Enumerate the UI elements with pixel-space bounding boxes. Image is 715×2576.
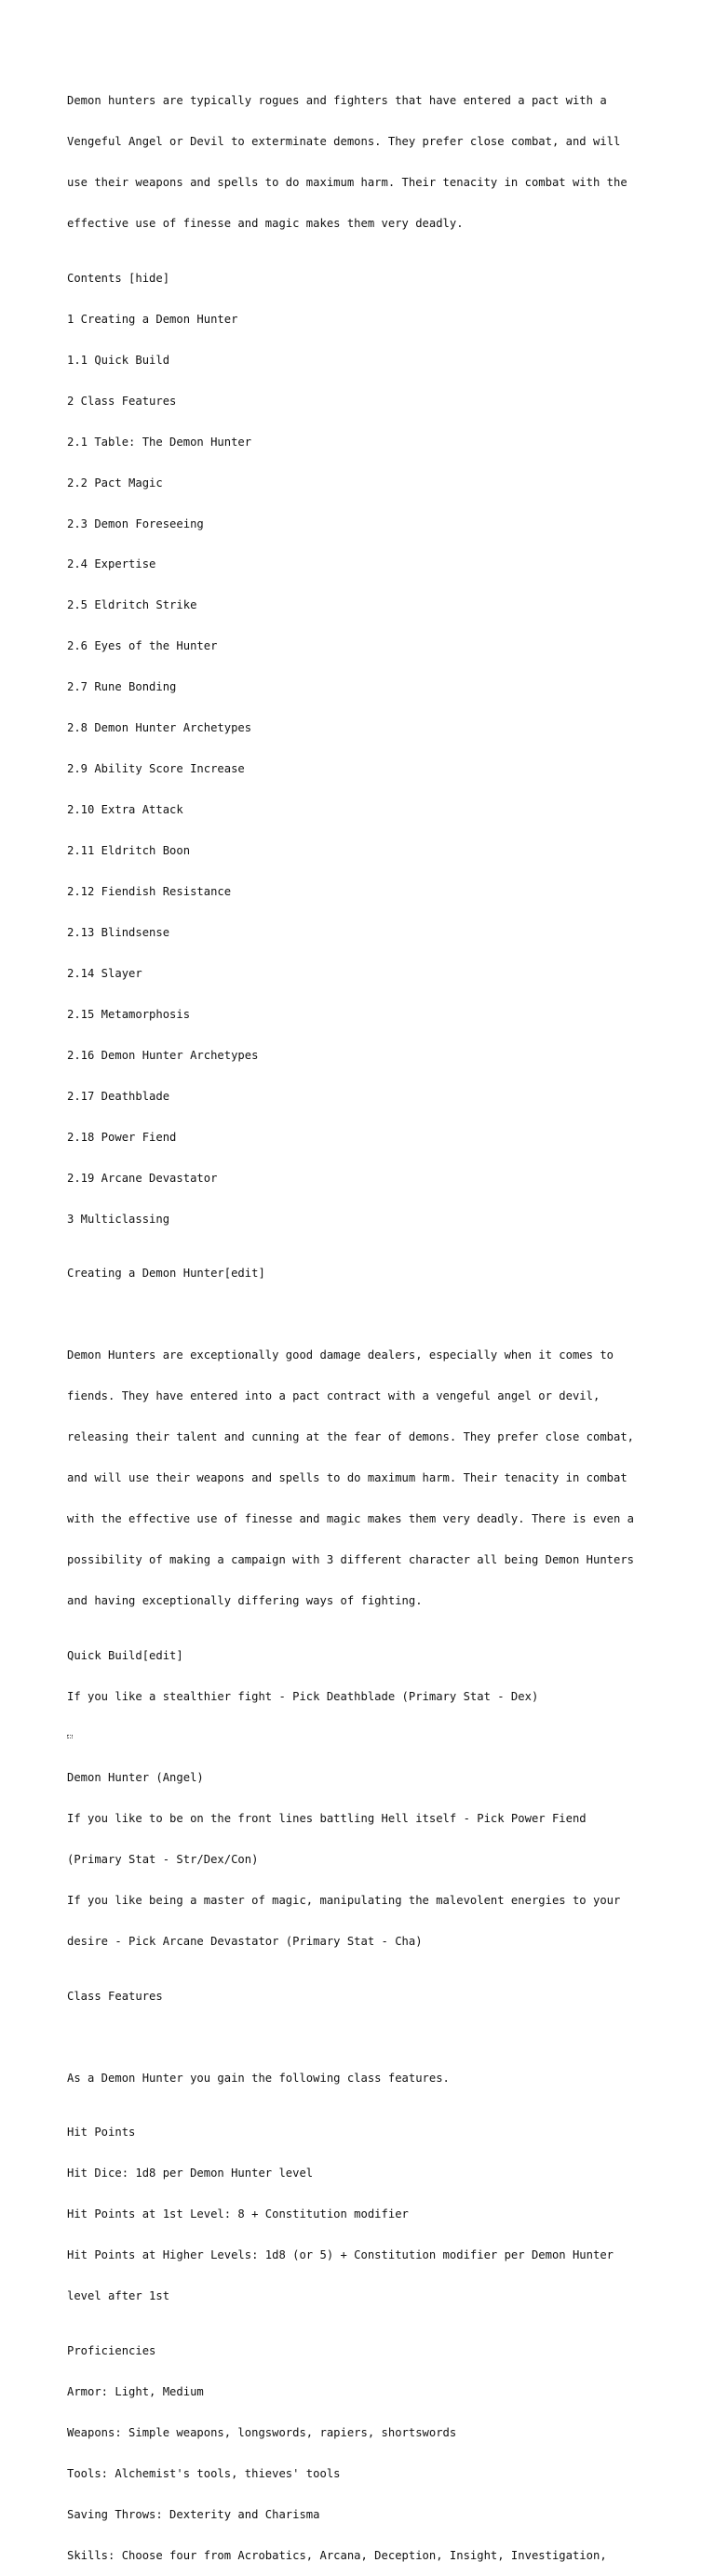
toc-item[interactable]: 2.2 Pact Magic xyxy=(67,476,163,490)
toc-item[interactable]: 1 Creating a Demon Hunter xyxy=(67,312,238,326)
creating-line: releasing their talent and cunning at the fear of demons. They prefer close combat, xyxy=(67,1430,635,1444)
intro-line: Vengeful Angel or Devil to exterminate demons. They prefer close combat, and will xyxy=(67,135,621,149)
blank-line xyxy=(67,2031,663,2045)
proficiency-line: Saving Throws: Dexterity and Charisma xyxy=(67,2507,320,2521)
subheading-hit-points: Hit Points xyxy=(67,2126,136,2140)
image-caption: Demon Hunter (Angel) xyxy=(67,1771,204,1785)
toc-item[interactable]: 2.13 Blindsense xyxy=(67,926,170,940)
quick-build-line: If you like being a master of magic, manipulating the malevolent energies to your xyxy=(67,1894,621,1908)
broken-image-icon xyxy=(67,1730,663,1744)
section-heading-class-features: Class Features xyxy=(67,1989,163,2003)
toc-item[interactable]: 2 Class Features xyxy=(67,394,177,408)
class-features-intro: As a Demon Hunter you gain the following class features. xyxy=(67,2071,450,2085)
toc-item[interactable]: 2.6 Eyes of the Hunter xyxy=(67,639,218,653)
quick-build-line: (Primary Stat - Str/Dex/Con) xyxy=(67,1853,259,1867)
toc-item[interactable]: 2.10 Extra Attack xyxy=(67,803,183,817)
creating-line: fiends. They have entered into a pact contract with a vengeful angel or devil, xyxy=(67,1389,600,1403)
toc-item[interactable]: 2.15 Metamorphosis xyxy=(67,1007,191,1021)
toc-item[interactable]: 2.12 Fiendish Resistance xyxy=(67,885,232,899)
toc-item[interactable]: 2.19 Arcane Devastator xyxy=(67,1171,218,1185)
proficiency-line: Armor: Light, Medium xyxy=(67,2384,204,2398)
creating-line: with the effective use of finesse and magic makes them very deadly. There is even a xyxy=(67,1512,635,1526)
contents-heading[interactable]: Contents [hide] xyxy=(67,271,170,285)
hit-points-line: Hit Points at Higher Levels: 1d8 (or 5) + Constitution modifier per Demon Hunter xyxy=(67,2248,614,2262)
proficiency-line: Tools: Alchemist's tools, thieves' tools xyxy=(67,2466,341,2480)
creating-line: Demon Hunters are exceptionally good damage dealers, especially when it comes to xyxy=(67,1348,614,1362)
document-page xyxy=(67,67,663,2576)
toc-item[interactable]: 2.17 Deathblade xyxy=(67,1089,170,1103)
toc-item[interactable]: 2.3 Demon Foreseeing xyxy=(67,517,204,530)
toc-item[interactable]: 2.14 Slayer xyxy=(67,966,142,980)
creating-line: possibility of making a campaign with 3 different character all being Demon Hunters xyxy=(67,1552,635,1566)
toc-item[interactable]: 2.7 Rune Bonding xyxy=(67,680,177,694)
intro-line: Demon hunters are typically rogues and fighters that have entered a pact with a xyxy=(67,94,607,108)
toc-item[interactable]: 1.1 Quick Build xyxy=(67,353,170,367)
proficiency-line: Weapons: Simple weapons, longswords, rapiers, shortswords xyxy=(67,2425,457,2439)
section-heading-creating: Creating a Demon Hunter[edit] xyxy=(67,1267,265,1281)
toc-item[interactable]: 2.4 Expertise xyxy=(67,557,156,571)
hit-points-line: level after 1st xyxy=(67,2289,170,2303)
quick-build-line: If you like a stealthier fight - Pick Deathblade (Primary Stat - Dex) xyxy=(67,1689,539,1703)
quick-build-line: desire - Pick Arcane Devastator (Primary Stat - Cha) xyxy=(67,1935,423,1949)
toc-item[interactable]: 3 Multiclassing xyxy=(67,1212,170,1226)
toc-item[interactable]: 2.1 Table: The Demon Hunter xyxy=(67,435,252,449)
hit-points-line: Hit Dice: 1d8 per Demon Hunter level xyxy=(67,2167,314,2180)
blank-line xyxy=(67,1308,663,1322)
creating-line: and having exceptionally differing ways of fighting. xyxy=(67,1593,423,1607)
hit-points-line: Hit Points at 1st Level: 8 + Constitution modifier xyxy=(67,2207,409,2221)
proficiency-line: Skills: Choose four from Acrobatics, Arcana, Deception, Insight, Investigation, xyxy=(67,2548,607,2562)
creating-line: and will use their weapons and spells to do maximum harm. Their tenacity in combat xyxy=(67,1471,627,1485)
toc-item[interactable]: 2.8 Demon Hunter Archetypes xyxy=(67,721,252,735)
subheading-proficiencies: Proficiencies xyxy=(67,2343,156,2357)
toc-item[interactable]: 2.18 Power Fiend xyxy=(67,1130,177,1144)
toc-item[interactable]: 2.5 Eldritch Strike xyxy=(67,598,197,612)
toc-item[interactable]: 2.11 Eldritch Boon xyxy=(67,844,191,858)
intro-line: use their weapons and spells to do maximum harm. Their tenacity in combat with the xyxy=(67,176,627,190)
toc-item[interactable]: 2.9 Ability Score Increase xyxy=(67,762,245,776)
toc-item[interactable]: 2.16 Demon Hunter Archetypes xyxy=(67,1048,259,1062)
intro-line: effective use of finesse and magic makes them very deadly. xyxy=(67,217,464,231)
section-heading-quick-build: Quick Build[edit] xyxy=(67,1648,183,1662)
quick-build-line: If you like to be on the front lines battling Hell itself - Pick Power Fiend xyxy=(67,1812,587,1826)
